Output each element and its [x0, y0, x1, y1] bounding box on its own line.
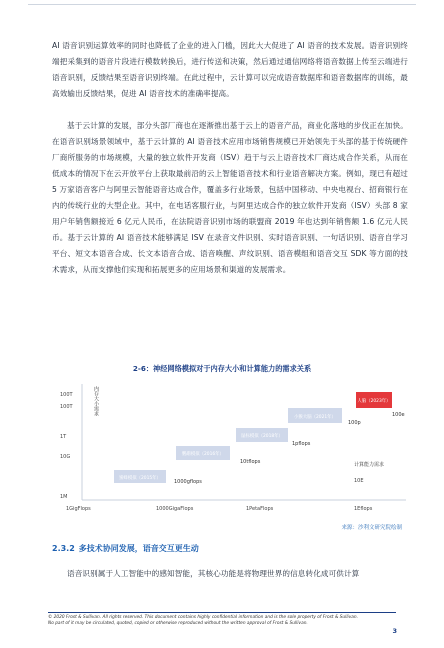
section-heading [52, 543, 199, 554]
page-number: 3 [392, 627, 397, 635]
section-title: 多技术协同发展，语音交互更生动 [78, 544, 199, 553]
neural-simulation-chart [56, 372, 412, 522]
x-axis-label: 计算能力需求 [354, 462, 385, 468]
y-axis-label: 内存大小需求 [93, 386, 99, 416]
point-value: 100e [392, 412, 405, 418]
extra-label: 1Eflops [354, 506, 373, 512]
footer-copyright: © 2020 Frost & Sullivan. All rights reserved. This document contains highly confidential information and is the sole property of Frost & Sullivan. [48, 615, 358, 620]
x-tick: 1PetaFlops [246, 506, 274, 512]
footer-notice: No part of it may be circulated, quoted, copied or otherwise reproduced without the written approval of Frost & Sullivan. [48, 621, 308, 626]
paragraph-2: 基于云计算的发展，部分头部厂商也在逐渐推出基于云上的语音产品，商业化落地的步伐正在加快。在语音识别场景领域中，基于云计算的 AI 语音技术应用市场销售规模已开始领先于头部的基于传统硬件厂商所服务的市场规模，大量的独立软件开发商（ISV）趋于与云上语音技术厂商达成合作关系，从而在低成本的情况下在云开放平台上获取最前沿的云上智能语音技术和行业语音解决方案。例如，现已有超过 5 万家语音客户与阿里云智能语音达成合作，覆盖多行业场景，包括中国移动、中央电视台、招商银行在内的传统行业的大型企业。其中，在电话客服行业，与阿里达成合作的独立软件开发商（ISV）头部 8 家用户年销售额接近 6 亿元人民币，在法院语音识别市场的联盟商 2019 年也达到年销售额 1.6 亿元人民币。基于云计算的 AI 语音技术能够满足 ISV 在录音文件识别、实时语音识别、一句话识别、语音自学习平台、短文本语音合成、长文本语音合成、语音唤醒、声纹识别、语音模组和语音交互 SDK 等方面的技术需求，从而支撑他们实现和拓展更多的应用场景和渠道的发展需求。 [52, 121, 408, 274]
point-value: 1000gflops [174, 479, 202, 485]
top-rule [28, 4, 416, 5]
closing-paragraph: 语音识别属于人工智能中的感知智能，其核心功能是将物理世界的信息转化成可供计算 [67, 569, 360, 578]
y-tick: 1M [60, 494, 68, 500]
point-value: 10tflops [240, 459, 261, 465]
chart-source: 来源：沙利文研究院绘制 [341, 525, 402, 531]
x-tick: 1GigFlops [66, 506, 91, 512]
point-value: 1pflops [292, 441, 311, 447]
y-tick: 10G [60, 454, 71, 460]
x-tick: 1000GigaFlops [156, 506, 194, 512]
point-label: 鹦鹉模拟（2016年） [182, 452, 224, 457]
chart-title: 2-6：神经网络模拟对于内存大小和计算能力的需求关系 [132, 364, 312, 373]
point-label: 人脑（2023年） [357, 399, 391, 404]
point-label: 蜜蜂模拟（2015年） [119, 476, 161, 481]
y-tick: 1T [60, 434, 67, 440]
section-number: 2.3.2 [52, 544, 75, 553]
y-tick: 100T [60, 392, 73, 398]
paragraph-1: AI 语音识别运算效率的同时也降低了企业的进入门槛，因此大大促进了 AI 语音的技术发展。语音识别终端把采集到的语音片段进行模数转换后，进行传送和决策，然后通过通信网络将语音数据上传至云端进行语音识别，反馈结果至语音识别终端。在此过程中，云计算可以完成语音数据库和语音数据库的训练，最高效输出反馈结果，促进 AI 语音技术的准确率提高。 [52, 41, 408, 98]
footer-rule [48, 612, 396, 613]
point-label: 鼠标模拟（2018年） [241, 434, 283, 439]
point-label: 小猴大脑（2021年） [294, 415, 336, 420]
point-value: 100p [348, 420, 361, 426]
y-tick: 100T [60, 404, 73, 410]
extra-label: 10E [354, 478, 364, 484]
